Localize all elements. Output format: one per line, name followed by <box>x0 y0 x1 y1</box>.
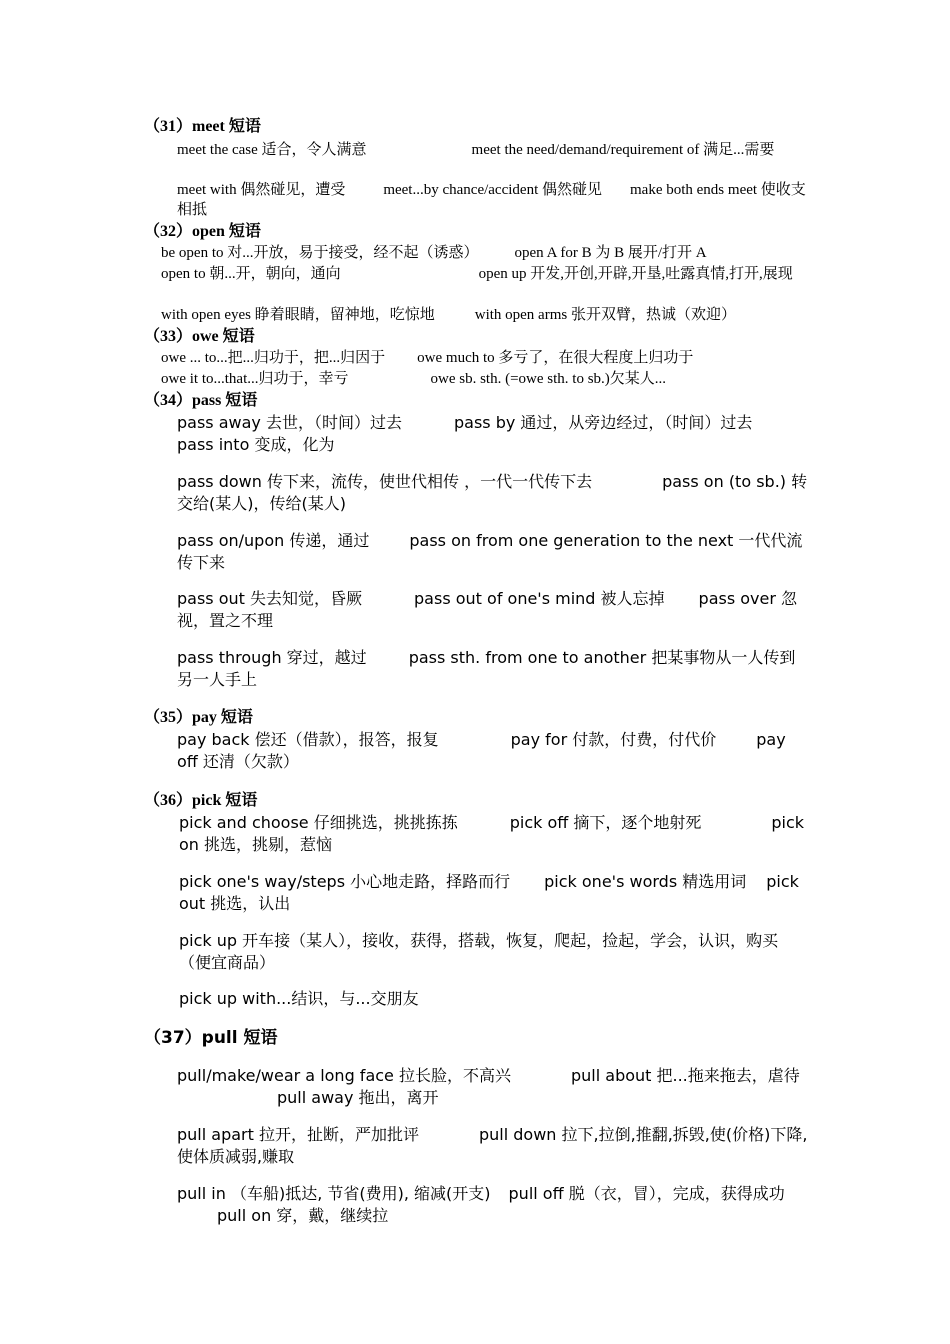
section-heading-36: （36）pick 短语 <box>144 792 258 809</box>
phrase-owe-it-to: owe it to...that...归功于，幸亏 <box>161 371 349 387</box>
paragraph-32-2 <box>144 264 808 284</box>
phrase-open-a-for-b: open A for B 为 B 展开/打开 A <box>514 245 707 261</box>
paragraph-34-5 <box>144 647 808 690</box>
phrase-pull-apart: pull apart 拉开，扯断，严加批评 <box>177 1125 419 1144</box>
section-heading-32: （32）open 短语 <box>144 223 261 240</box>
phrase-pull-long-face: pull/make/wear a long face 拉长脸，不高兴 <box>177 1066 511 1085</box>
phrase-pick-off: pick off 摘下，逐个地射死 <box>509 813 702 832</box>
phrase-pull-off: pull off 脱（衣，冒），完成，获得成功 <box>508 1184 785 1203</box>
phrase-pull-about: pull about 把...拖来拖去，虐待 <box>570 1066 800 1085</box>
phrase-pick-ones-way: pick one's way/steps 小心地走路，择路而行 <box>179 872 511 891</box>
paragraph-37-2 <box>144 1124 808 1167</box>
paragraph-34-2 <box>144 471 808 514</box>
phrase-pull-down: pull down 拉下,拉倒,推翻,拆毁,使(价格)下降,使体质减弱,赚取 <box>177 1125 808 1166</box>
paragraph-36-3 <box>144 930 808 973</box>
phrase-meet-with: meet with 偶然碰见，遭受 <box>177 182 346 198</box>
phrase-pass-out: pass out 失去知觉，昏厥 <box>177 589 363 608</box>
section-heading-35: （35）pay 短语 <box>144 709 253 726</box>
phrase-pass-into: pass into 变成，化为 <box>177 434 335 454</box>
paragraph-36-1 <box>144 812 808 855</box>
phrase-owe-much-to: owe much to 多亏了，在很大程度上归功于 <box>417 350 694 366</box>
phrase-pass-sth-from-one: pass sth. from one to another 把某事物从一人传到另一人手上 <box>177 648 796 689</box>
phrase-pass-away: pass away 去世，（时间）过去 <box>177 413 402 432</box>
phrase-with-open-eyes: with open eyes 睁着眼睛，留神地，吃惊地 <box>161 307 435 323</box>
phrase-pay-for: pay for 付款，付费，付代价 <box>510 730 717 749</box>
phrase-meet-the-need: meet the need/demand/requirement of 满足...需要 <box>471 142 775 158</box>
paragraph-33-2 <box>144 369 808 389</box>
phrase-pass-down: pass down 传下来，流传，使世代相传 ，一代一代传下去 <box>177 472 593 491</box>
paragraph-35-1 <box>144 729 808 772</box>
paragraph-32-1 <box>144 243 808 263</box>
phrase-pass-by: pass by 通过，从旁边经过，（时间）过去 <box>453 413 753 432</box>
section-heading-31: （31）meet 短语 <box>144 118 261 135</box>
section-heading-34: （34）pass 短语 <box>144 392 258 409</box>
phrase-pull-away: pull away 拖出，离开 <box>277 1087 439 1107</box>
phrase-pick-ones-words: pick one's words 精选用词 <box>544 872 747 891</box>
phrase-with-open-arms: with open arms 张开双臂，热诚（欢迎） <box>474 307 736 323</box>
phrase-pass-over: pass over 忽视，置之不理 <box>177 589 798 630</box>
paragraph-31-2 <box>144 180 808 220</box>
phrase-pull-on: pull on 穿，戴，继续拉 <box>217 1205 389 1225</box>
phrase-pass-out-of-mind: pass out of one's mind 被人忘掉 <box>414 589 665 608</box>
phrase-owe-sb-sth: owe sb. sth. (=owe sth. to sb.)欠某人... <box>430 371 667 387</box>
phrase-pay-back: pay back 偿还（借款），报答，报复 <box>177 730 439 749</box>
section-heading-37: （37）pull 短语 <box>144 1028 278 1048</box>
section-heading-33: （33）owe 短语 <box>144 328 255 345</box>
phrase-open-up: open up 开发,开创,开辟,开垦,吐露真情,打开,展现 <box>478 266 793 282</box>
phrase-pay-off: pay off 还清（欠款） <box>177 730 786 771</box>
phrase-pull-in: pull in （车船)抵达, 节省(费用), 缩减(开支) <box>177 1184 491 1203</box>
phrase-be-open-to: be open to 对...开放，易于接受，经不起（诱惑） <box>161 245 479 261</box>
phrase-pick-and-choose: pick and choose 仔细挑选，挑挑拣拣 <box>179 813 458 832</box>
phrase-pass-on-upon: pass on/upon 传递，通过 <box>177 531 370 550</box>
phrase-make-both-ends-meet: make both ends meet 使收支相抵 <box>177 182 806 218</box>
paragraph-32-3 <box>144 305 808 325</box>
paragraph-34-4 <box>144 588 808 631</box>
phrase-meet-by-chance: meet...by chance/accident 偶然碰见 <box>383 182 602 198</box>
paragraph-37-1 <box>144 1065 808 1108</box>
phrase-pick-up-with: pick up with...结识，与...交朋友 <box>179 989 419 1008</box>
paragraph-34-1 <box>144 412 808 455</box>
phrase-pick-out: pick out 挑选，认出 <box>179 872 799 913</box>
paragraph-33-1 <box>144 348 808 368</box>
phrase-meet-the-case: meet the case 适合，令人满意 <box>177 142 367 158</box>
paragraph-34-3 <box>144 530 808 573</box>
phrase-pick-up: pick up 开车接（某人），接收，获得，搭载，恢复，爬起，捡起，学会，认识，购买（便宜商品） <box>179 931 779 972</box>
phrase-open-to: open to 朝...开，朝向，通向 <box>161 266 341 282</box>
phrase-pass-on-to: pass on (to sb.) 转交给(某人)，传给(某人) <box>177 472 808 513</box>
paragraph-31-1 <box>144 140 808 160</box>
phrase-pass-through: pass through 穿过，越过 <box>177 648 367 667</box>
phrase-pass-on-generation: pass on from one generation to the next 一代代流传下来 <box>177 531 803 572</box>
paragraph-36-4 <box>144 988 808 1010</box>
paragraph-36-2 <box>144 871 808 914</box>
paragraph-37-3 <box>144 1183 808 1226</box>
phrase-pick-on: pick on 挑选，挑剔，惹恼 <box>179 813 805 854</box>
phrase-owe-to: owe ... to...把...归功于，把...归因于 <box>161 350 386 366</box>
